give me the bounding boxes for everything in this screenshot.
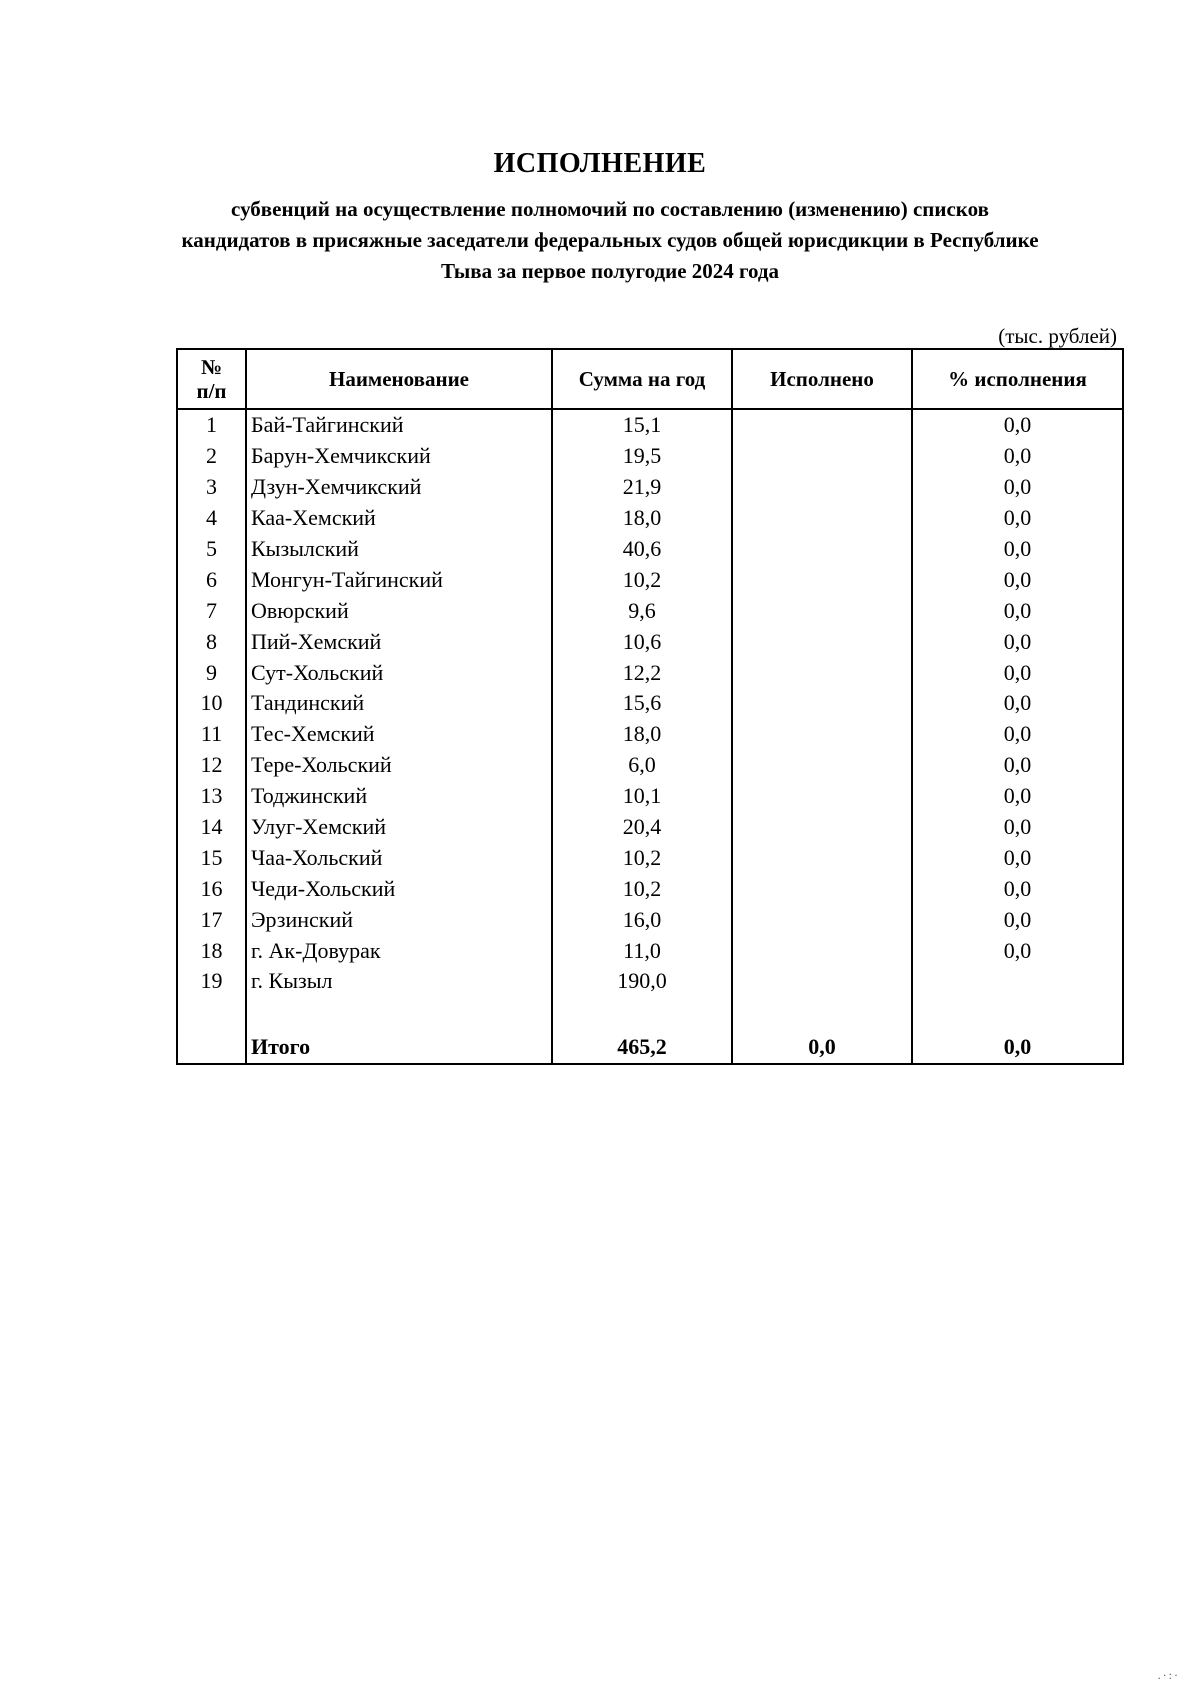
header-sum: Сумма на год	[552, 349, 732, 409]
row-done	[732, 441, 912, 472]
table-body	[177, 409, 1123, 997]
row-sum: 40,6	[552, 534, 732, 565]
table-row	[177, 966, 1123, 997]
table-row	[177, 842, 1123, 873]
row-done	[732, 842, 912, 873]
row-sum: 20,4	[552, 812, 732, 843]
row-pct: 0,0	[912, 534, 1123, 565]
row-num: 6	[177, 564, 246, 595]
row-done	[732, 812, 912, 843]
table-row	[177, 750, 1123, 781]
row-pct: 0,0	[912, 935, 1123, 966]
header-num	[177, 349, 246, 409]
table-row	[177, 409, 1123, 441]
row-done	[732, 966, 912, 997]
row-num: 8	[177, 626, 246, 657]
row-done	[732, 534, 912, 565]
row-num: 7	[177, 595, 246, 626]
row-sum: 6,0	[552, 750, 732, 781]
row-num: 9	[177, 657, 246, 688]
row-pct: 0,0	[912, 564, 1123, 595]
row-done	[732, 595, 912, 626]
table-row	[177, 904, 1123, 935]
row-num: 15	[177, 842, 246, 873]
row-done	[732, 781, 912, 812]
row-num: 16	[177, 873, 246, 904]
row-name: Овюрский	[246, 595, 552, 626]
row-done	[732, 409, 912, 441]
total-sum: 465,2	[552, 1031, 732, 1064]
row-name: Дзун-Хемчикский	[246, 472, 552, 503]
row-pct: 0,0	[912, 441, 1123, 472]
total-done: 0,0	[732, 1031, 912, 1064]
row-name: Эрзинский	[246, 904, 552, 935]
header-pct: % исполнения	[912, 349, 1123, 409]
row-sum: 19,5	[552, 441, 732, 472]
row-num: 1	[177, 409, 246, 441]
row-num: 14	[177, 812, 246, 843]
document-title: ИСПОЛНЕНИЕ	[493, 148, 707, 179]
row-sum: 18,0	[552, 719, 732, 750]
units-label: (тыс. рублей)	[998, 324, 1117, 348]
row-pct: 0,0	[912, 750, 1123, 781]
row-num: 10	[177, 688, 246, 719]
table-row	[177, 812, 1123, 843]
table-row	[177, 719, 1123, 750]
row-sum: 10,2	[552, 873, 732, 904]
row-done	[732, 750, 912, 781]
table-total-row	[177, 1031, 1123, 1064]
table-row	[177, 441, 1123, 472]
header-name: Наименование	[246, 349, 552, 409]
row-name: Чаа-Хольский	[246, 842, 552, 873]
execution-table	[176, 348, 1124, 1065]
row-name: г. Ак-Довурак	[246, 935, 552, 966]
row-sum: 11,0	[552, 935, 732, 966]
scan-artifact: .·:·	[1157, 1668, 1180, 1682]
row-pct: 0,0	[912, 595, 1123, 626]
row-done	[732, 472, 912, 503]
row-sum: 21,9	[552, 472, 732, 503]
row-done	[732, 688, 912, 719]
row-num: 18	[177, 935, 246, 966]
row-name: Кызылский	[246, 534, 552, 565]
row-num: 17	[177, 904, 246, 935]
table-row	[177, 564, 1123, 595]
row-sum: 9,6	[552, 595, 732, 626]
row-done	[732, 719, 912, 750]
row-pct: 0,0	[912, 904, 1123, 935]
row-name: г. Кызыл	[246, 966, 552, 997]
row-pct: 0,0	[912, 472, 1123, 503]
table-header-row	[177, 349, 1123, 409]
row-name: Тере-Хольский	[246, 750, 552, 781]
row-sum: 10,2	[552, 842, 732, 873]
row-num: 3	[177, 472, 246, 503]
row-pct: 0,0	[912, 409, 1123, 441]
row-num: 11	[177, 719, 246, 750]
table-spacer-row	[177, 997, 1123, 1031]
row-sum: 12,2	[552, 657, 732, 688]
row-done	[732, 564, 912, 595]
row-name: Пий-Хемский	[246, 626, 552, 657]
total-pct: 0,0	[912, 1031, 1123, 1064]
row-pct: 0,0	[912, 503, 1123, 534]
header-num-line2: п/п	[196, 379, 227, 403]
row-num: 13	[177, 781, 246, 812]
header-done: Исполнено	[732, 349, 912, 409]
table-row	[177, 873, 1123, 904]
table-row	[177, 503, 1123, 534]
total-label: Итого	[246, 1031, 552, 1064]
row-sum: 10,2	[552, 564, 732, 595]
row-sum: 15,6	[552, 688, 732, 719]
row-name: Бай-Тайгинский	[246, 409, 552, 441]
row-name: Тес-Хемский	[246, 719, 552, 750]
row-name: Монгун-Тайгинский	[246, 564, 552, 595]
row-name: Тандинский	[246, 688, 552, 719]
row-sum: 10,1	[552, 781, 732, 812]
row-sum: 190,0	[552, 966, 732, 997]
table-row	[177, 534, 1123, 565]
row-name: Каа-Хемский	[246, 503, 552, 534]
table-row	[177, 657, 1123, 688]
row-pct: 0,0	[912, 688, 1123, 719]
table-row	[177, 595, 1123, 626]
row-name: Улуг-Хемский	[246, 812, 552, 843]
row-sum: 15,1	[552, 409, 732, 441]
row-done	[732, 904, 912, 935]
total-num-cell	[177, 1031, 246, 1064]
row-done	[732, 935, 912, 966]
row-pct: 0,0	[912, 657, 1123, 688]
row-sum: 18,0	[552, 503, 732, 534]
row-num: 5	[177, 534, 246, 565]
row-name: Сут-Хольский	[246, 657, 552, 688]
row-pct: 0,0	[912, 719, 1123, 750]
row-name: Чеди-Хольский	[246, 873, 552, 904]
table-row	[177, 626, 1123, 657]
row-num: 19	[177, 966, 246, 997]
row-pct: 0,0	[912, 626, 1123, 657]
table-row	[177, 781, 1123, 812]
row-pct: 0,0	[912, 873, 1123, 904]
row-done	[732, 873, 912, 904]
row-done	[732, 657, 912, 688]
table-row	[177, 935, 1123, 966]
row-name: Барун-Хемчикский	[246, 441, 552, 472]
row-num: 12	[177, 750, 246, 781]
row-num: 2	[177, 441, 246, 472]
header-num-line1: №	[200, 355, 223, 379]
row-done	[732, 626, 912, 657]
row-sum: 10,6	[552, 626, 732, 657]
table-row	[177, 688, 1123, 719]
row-name: Тоджинский	[246, 781, 552, 812]
row-pct	[912, 966, 1123, 997]
row-pct: 0,0	[912, 781, 1123, 812]
row-pct: 0,0	[912, 812, 1123, 843]
row-pct: 0,0	[912, 842, 1123, 873]
table-row	[177, 472, 1123, 503]
document-subtitle: субвенций на осуществление полномочий по составлению (изменению) списков кандидатов в присяжные заседатели федеральных судов общей юрисдикции в Республике Тыва за первое полугодие 2024 года	[181, 197, 1039, 283]
row-sum: 16,0	[552, 904, 732, 935]
row-done	[732, 503, 912, 534]
row-num: 4	[177, 503, 246, 534]
